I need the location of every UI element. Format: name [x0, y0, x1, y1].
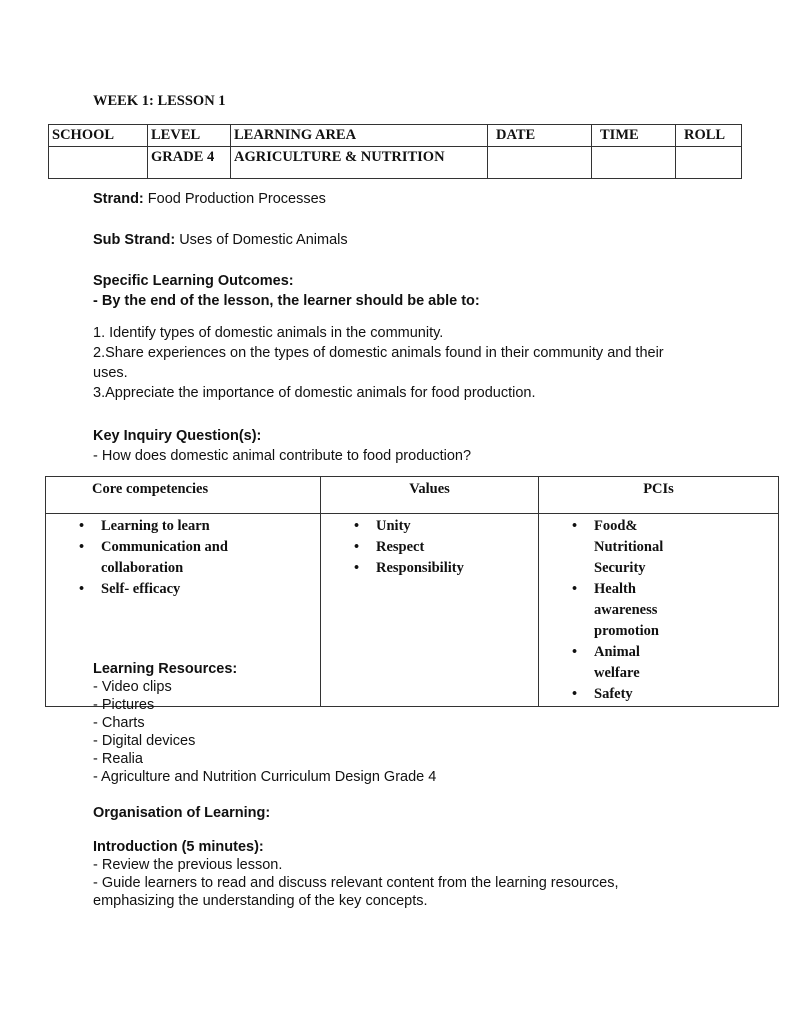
- lesson-title: WEEK 1: LESSON 1: [93, 93, 226, 109]
- list-item: - Pictures: [93, 697, 155, 713]
- cell-date: [488, 147, 592, 179]
- core-item-label: Self- efficacy: [101, 581, 181, 597]
- list-item: - Realia: [93, 751, 143, 767]
- list-item: • Self- efficacy: [79, 581, 181, 597]
- introduction-list: [93, 856, 683, 910]
- cell-time: [592, 147, 676, 179]
- header-time: TIME: [592, 125, 676, 147]
- header-learning-area: LEARNING AREA: [231, 125, 488, 147]
- strand-value: Food Production Processes: [143, 191, 326, 207]
- header-level: LEVEL: [148, 125, 231, 147]
- resources-heading: Learning Resources:: [93, 661, 238, 677]
- header-school: SCHOOL: [49, 125, 148, 147]
- strand: [93, 189, 326, 209]
- list-item: - Video clips: [93, 679, 172, 695]
- slo-heading: Specific Learning Outcomes:: [93, 273, 294, 289]
- list-item: • Learning to learn: [79, 518, 210, 534]
- list-item: • Animal welfare: [572, 644, 640, 681]
- slo-list: [93, 323, 693, 403]
- list-item: • Respect: [354, 539, 425, 555]
- col-core-competencies: Core competencies: [46, 477, 321, 514]
- col-pcis: PCIs: [539, 477, 779, 514]
- list-item: • Health awareness promotion: [572, 581, 659, 639]
- organisation-heading: Organisation of Learning:: [93, 805, 271, 821]
- introduction-heading: Introduction (5 minutes):: [93, 839, 264, 855]
- sub-strand: [93, 230, 348, 250]
- cell-learning-area: AGRICULTURE & NUTRITION: [231, 147, 488, 179]
- slo-item: 2.Share experiences on the types of domestic animals found in their community and their uses.: [93, 345, 664, 381]
- list-item: - Agriculture and Nutrition Curriculum Design Grade 4: [93, 769, 437, 785]
- slo-intro: - By the end of the lesson, the learner should be able to:: [93, 293, 480, 309]
- list-item: • Safety: [572, 686, 633, 702]
- cell-school: [49, 147, 148, 179]
- pci-item-label: Animal welfare: [594, 644, 640, 681]
- slo-item: 3.Appreciate the importance of domestic animals for food production.: [93, 385, 536, 401]
- list-item: - Review the previous lesson.: [93, 857, 283, 873]
- strand-label: Strand:: [93, 191, 144, 207]
- pcis-cell: [539, 514, 779, 707]
- header-roll: ROLL: [676, 125, 742, 147]
- list-item: • Food& Nutritional Security: [572, 518, 664, 576]
- kiq-question: - How does domestic animal contribute to food production?: [93, 448, 472, 464]
- list-item: - Charts: [93, 715, 145, 731]
- col-values: Values: [321, 477, 539, 514]
- pci-item-label: Health awareness promotion: [594, 581, 659, 639]
- resources-list: [93, 678, 436, 786]
- value-item-label: Responsibility: [376, 560, 464, 576]
- slo-item: 1. Identify types of domestic animals in the community.: [93, 325, 444, 341]
- sub-strand-value: Uses of Domestic Animals: [175, 232, 348, 248]
- list-item: • Unity: [354, 518, 411, 534]
- pci-item-label: Safety: [594, 686, 633, 702]
- list-item: • Communication and collaboration: [79, 539, 228, 576]
- list-item: • Responsibility: [354, 560, 464, 576]
- list-item: - Digital devices: [93, 733, 196, 749]
- cell-roll: [676, 147, 742, 179]
- value-item-label: Unity: [376, 518, 411, 534]
- lesson-header-table: [48, 124, 742, 179]
- pci-item-label: Food& Nutritional Security: [594, 518, 664, 576]
- cell-level: GRADE 4: [148, 147, 231, 179]
- value-item-label: Respect: [376, 539, 425, 555]
- kiq-heading: Key Inquiry Question(s):: [93, 428, 262, 444]
- list-item: - Guide learners to read and discuss relevant content from the learning resources, emphasizing the understanding of the key concepts.: [93, 875, 619, 909]
- header-date: DATE: [488, 125, 592, 147]
- core-item-label: Learning to learn: [101, 518, 210, 534]
- core-item-label: Communication and collaboration: [101, 539, 228, 576]
- sub-strand-label: Sub Strand:: [93, 232, 176, 248]
